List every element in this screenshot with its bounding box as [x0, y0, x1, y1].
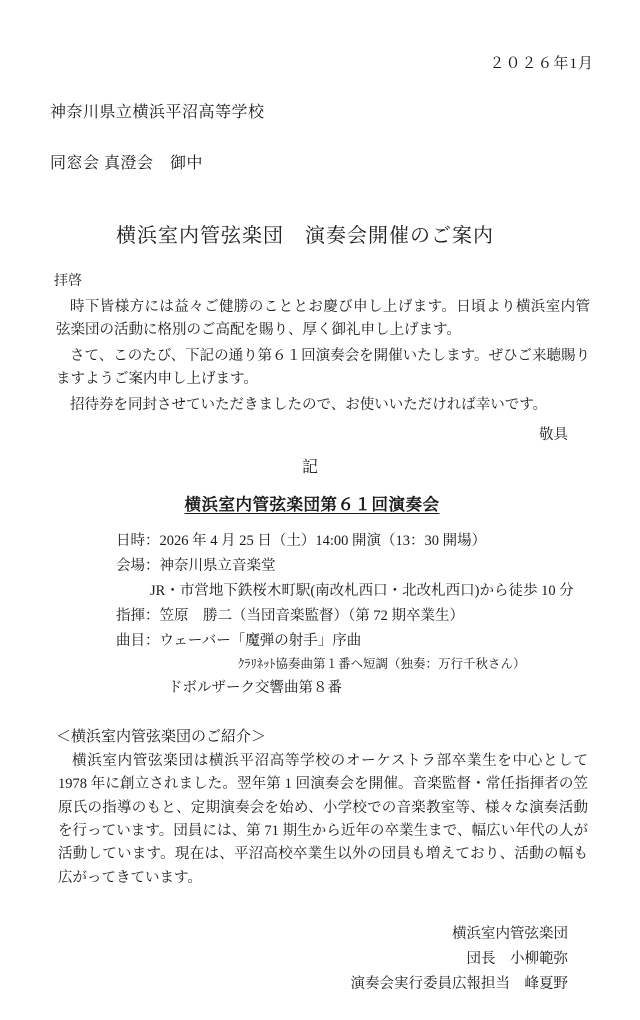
body-paragraph-3: 招待券を同封させていただきましたので、お使いいただければ幸いです。 [70, 396, 548, 413]
signature-chairman: 団長 小柳範弥 [466, 951, 568, 968]
concert-title: 横浜室内管弦楽団第６１回演奏会 [184, 495, 440, 515]
detail-program-3: ドボルザーク交響曲第８番 [168, 679, 342, 696]
page-title: 横浜室内管弦楽団 演奏会開催のご案内 [116, 225, 494, 247]
detail-conductor: 指揮：笠原 勝二（当団音楽監督）（第 72 期卒業生） [116, 608, 464, 625]
detail-program-1: 曲目：ウェーバー「魔弾の射手」序曲 [116, 633, 362, 650]
detail-datetime: 日時：2026 年 4 月 25 日（土）14:00 開演（13：30 開場） [116, 533, 487, 550]
introduction-body: 横浜室内管弦楽団は横浜平沼高等学校のオーケストラ部卒業生を中心として 1978 年に創立されました。翌年第 1 回演奏会を開催。音楽監督・常任指揮者の笠原氏の指導のもと、定期演奏会を始め、小学校での音楽教室等、様々な演奏活動を行っています。団員には、第 71 期生から近年の卒業生まで、幅広い年代の人が活動しています。現在は、平沼高校卒業生以外の団員も増えており、活動の幅も広がってきています。 [58, 752, 588, 886]
body-paragraph-2: さて、このたび、下記の通り第６１回演奏会を開催いたします。ぜひご来聴賜りますようご案内申し上げます。 [56, 347, 590, 388]
signature-organization: 横浜室内管弦楽団 [452, 926, 568, 943]
detail-venue: 会場：神奈川県立音楽堂 [116, 558, 276, 575]
recipient-association: 同窓会 真澄会 御中 [50, 155, 204, 172]
body-paragraph-1: 時下皆様方には益々ご健勝のこととお慶び申し上げます。日頃より横浜室内管弦楽団の活動に格別のご高配を賜り、厚く御礼申し上げます。 [56, 299, 590, 339]
document-date: ２０２６年1月 [489, 56, 594, 72]
concert-details [46, 529, 594, 700]
ki-mark: 記 [301, 459, 318, 477]
detail-program-2: ｸﾗﾘﾈｯﾄ協奏曲第１番ヘ短調（独奏：万行千秋さん） [238, 657, 526, 672]
recipient-school: 神奈川県立横浜平沼高等学校 [50, 104, 265, 121]
introduction-heading: ＜横浜室内管弦楽団のご紹介＞ [56, 728, 267, 745]
salutation: 拝啓 [54, 274, 82, 289]
closing-word: 敬具 [539, 427, 568, 444]
detail-access: JR・市営地下鉄桜木町駅(南改札西口・北改札西口)から徒歩 10 分 [150, 583, 574, 600]
signature-pr-officer: 演奏会実行委員広報担当 峰夏野 [350, 976, 568, 993]
signature-block [46, 922, 594, 997]
